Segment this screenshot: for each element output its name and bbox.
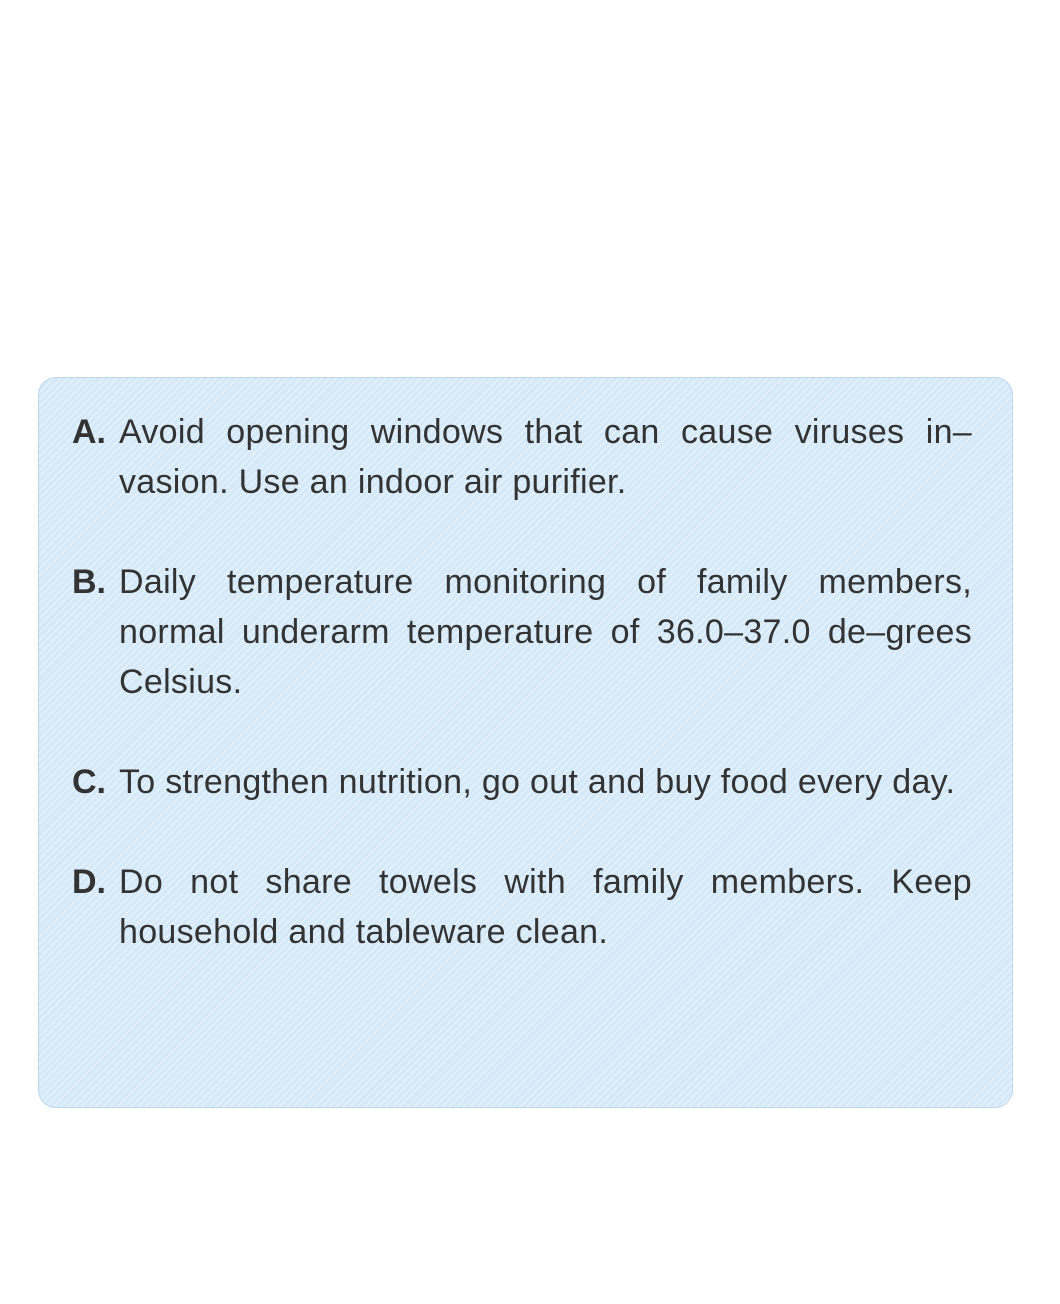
option-a-letter: A. [72,413,106,451]
option-b-letter: B. [72,563,106,601]
option-a-text: Avoid opening windows that can cause viruses in–vasion. Use an indoor air purifier. [119,413,972,501]
answer-options-list [72,407,972,1007]
option-c-text: To strengthen nutrition, go out and buy food every day. [119,763,956,801]
option-c[interactable] [72,757,972,807]
option-b-text: Daily temperature monitoring of family members, normal underarm temperature of 36.0–37.0 de–grees Celsius. [119,563,972,701]
option-a[interactable] [72,407,972,507]
option-b[interactable] [72,557,972,707]
option-d[interactable] [72,857,972,957]
option-c-letter: C. [72,763,106,801]
option-d-letter: D. [72,863,106,901]
option-d-text: Do not share towels with family members. Keep household and tableware clean. [119,863,972,951]
